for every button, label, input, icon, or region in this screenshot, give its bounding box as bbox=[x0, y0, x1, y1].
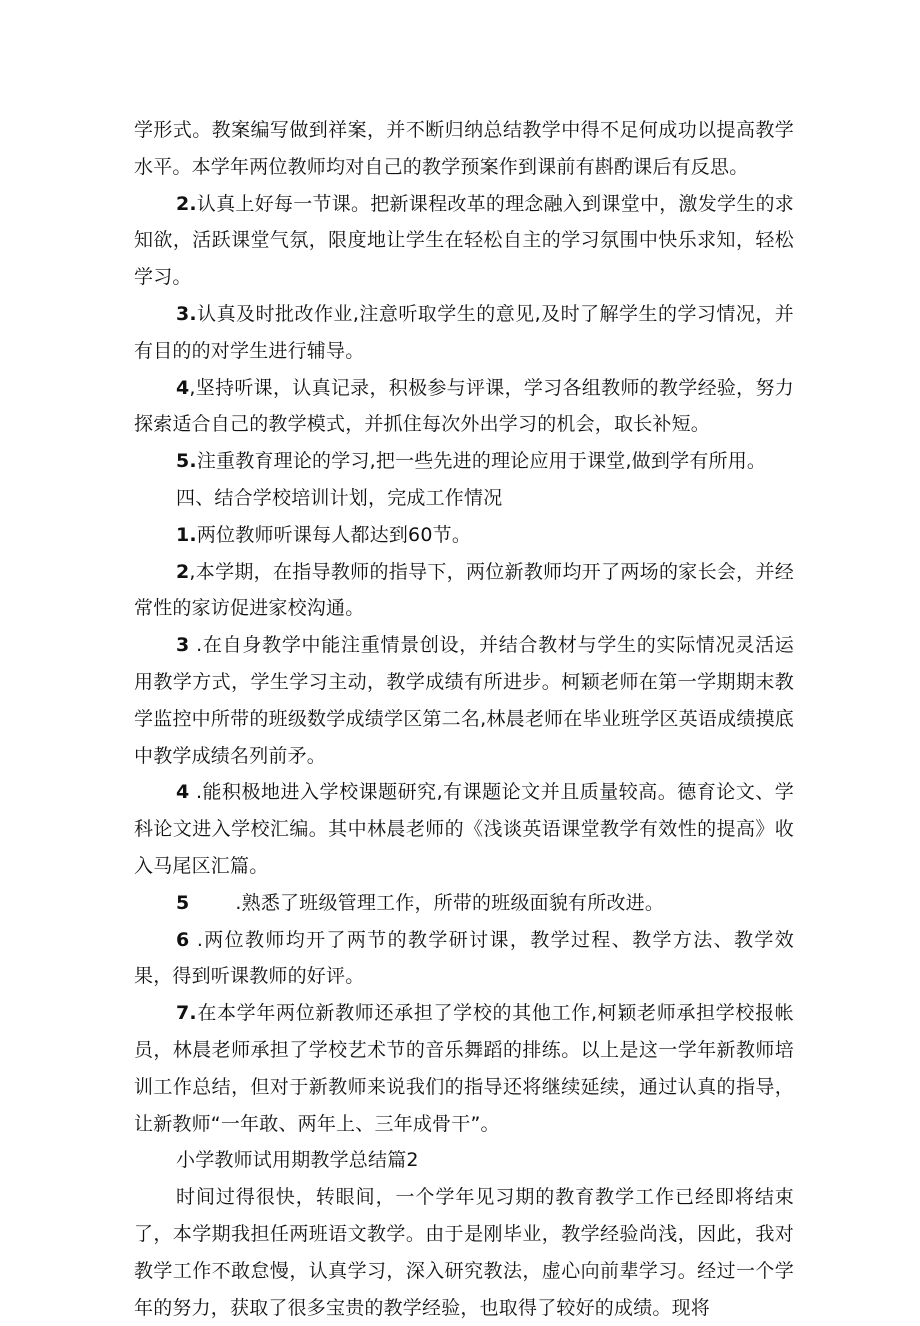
paragraph bbox=[134, 995, 794, 1142]
paragraph bbox=[134, 554, 794, 628]
list-number: 5. bbox=[176, 450, 197, 473]
paragraph bbox=[134, 627, 794, 774]
paragraph-text: 注重教育理论的学习,把一些先进的理论应用于课堂,做到学有所用。 bbox=[196, 450, 767, 473]
paragraph bbox=[134, 480, 794, 517]
list-number: 4 bbox=[176, 781, 190, 804]
list-number: 6 bbox=[176, 928, 190, 951]
paragraph bbox=[134, 885, 794, 922]
paragraph-text: .两位教师均开了两节的教学研讨课，教学过程、教学方法、教学效果，得到听课教师的好评。 bbox=[134, 928, 794, 988]
paragraph bbox=[134, 112, 794, 186]
paragraph-text: ,本学期，在指导教师的指导下，两位新教师均开了两场的家长会，并经常性的家访促进家校沟通。 bbox=[134, 560, 794, 620]
paragraph bbox=[134, 370, 794, 444]
paragraph-text: 四、结合学校培训计划，完成工作情况 bbox=[176, 486, 503, 509]
list-number: 7. bbox=[176, 1002, 197, 1025]
paragraph bbox=[134, 296, 794, 370]
paragraph bbox=[134, 1142, 794, 1179]
paragraph-text: 在本学年两位新教师还承担了学校的其他工作,柯颖老师承担学校报帐员，林晨老师承担了学校艺术节的音乐舞蹈的排练。以上是这一学年新教师培训工作总结，但对于新教师来说我们的指导还将继续延续，通过认真的指导，让新教师“一年敢、两年上、三年成骨干”。 bbox=[134, 1002, 794, 1135]
list-number: 3. bbox=[176, 302, 197, 325]
paragraph bbox=[134, 1179, 794, 1326]
paragraph-text: .熟悉了班级管理工作，所带的班级面貌有所改进。 bbox=[235, 891, 665, 914]
paragraph-text: 认真及时批改作业,注意听取学生的意见,及时了解学生的学习情况，并有目的的对学生进行辅导。 bbox=[134, 302, 794, 362]
paragraph bbox=[134, 922, 794, 996]
paragraph-text: 学形式。教案编写做到祥案，并不断归纳总结教学中得不足何成功以提高教学水平。本学年两位教师均对自己的教学预案作到课前有斟酌课后有反思。 bbox=[134, 119, 794, 178]
paragraph bbox=[134, 517, 794, 554]
list-number: 2 bbox=[176, 560, 190, 583]
paragraph-text: 小学教师试用期教学总结篇2 bbox=[176, 1149, 419, 1172]
paragraph-text: 认真上好每一节课。把新课程改革的理念融入到课堂中，激发学生的求知欲，活跃课堂气氛，限度地让学生在轻松自主的学习氛围中快乐求知，轻松学习。 bbox=[134, 192, 794, 289]
paragraph-text: .在自身教学中能注重情景创设，并结合教材与学生的实际情况灵活运用教学方式，学生学习主动，教学成绩有所进步。柯颖老师在第一学期期末教学监控中所带的班级数学成绩学区第二名,林晨老师在毕业班学区英语成绩摸底中教学成绩名列前矛。 bbox=[134, 634, 794, 767]
paragraph bbox=[134, 443, 794, 480]
list-number: 3 bbox=[176, 634, 190, 657]
paragraph-text: .能积极地进入学校课题研究,有课题论文并且质量较高。德育论文、学科论文进入学校汇编。其中林晨老师的《浅谈英语课堂教学有效性的提高》收入马尾区汇篇。 bbox=[134, 781, 794, 877]
paragraph-text: 两位教师听课每人都达到60节。 bbox=[196, 523, 472, 546]
list-number: 1. bbox=[176, 523, 197, 546]
list-number: 5 bbox=[176, 891, 190, 914]
document-body bbox=[134, 112, 794, 1326]
list-number: 2. bbox=[176, 192, 197, 215]
list-number: 4 bbox=[176, 376, 190, 399]
paragraph bbox=[134, 774, 794, 884]
paragraph-text: ,坚持听课，认真记录，积极参与评课，学习各组教师的教学经验，努力探索适合自己的教学模式，并抓住每次外出学习的机会，取长补短。 bbox=[134, 376, 794, 436]
paragraph-text: 时间过得很快，转眼间，一个学年见习期的教育教学工作已经即将结束了，本学期我担任两班语文教学。由于是刚毕业，教学经验尚浅，因此，我对教学工作不敢怠慢，认真学习，深入研究教法，虚心向前辈学习。经过一个学年的努力，获取了很多宝贵的教学经验，也取得了较好的成绩。现将 bbox=[134, 1186, 794, 1319]
paragraph bbox=[134, 186, 794, 296]
